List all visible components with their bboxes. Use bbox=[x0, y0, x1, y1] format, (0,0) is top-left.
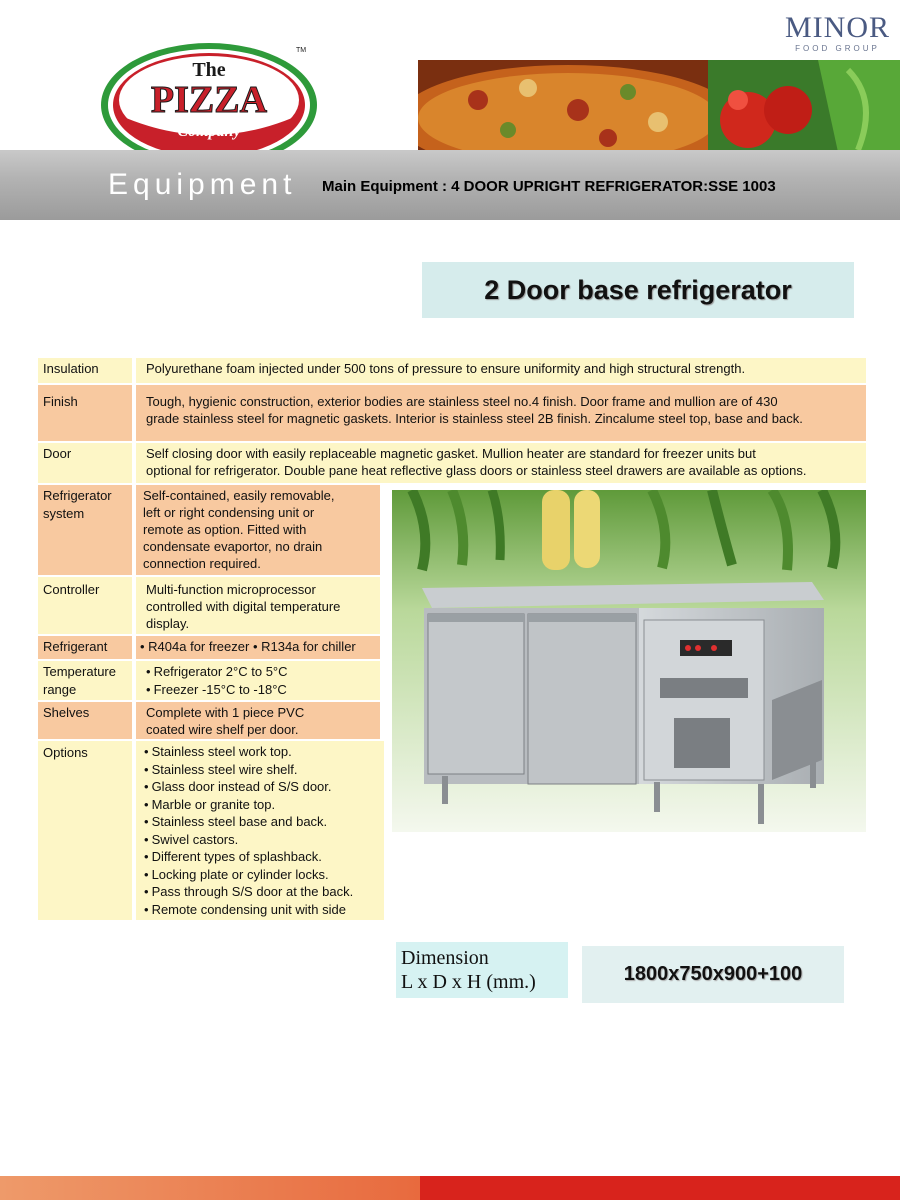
page-title: Main Equipment : 4 DOOR UPRIGHT REFRIGERATOR:SSE 1003 bbox=[322, 178, 776, 195]
logo-text-pizza: PIZZA bbox=[150, 79, 268, 121]
option-item: • Stainless steel wire shelf. bbox=[144, 761, 384, 779]
spec-row-insulation bbox=[38, 358, 866, 383]
spec-row-finish bbox=[38, 385, 866, 441]
spec-row-temperature-range bbox=[38, 661, 380, 700]
spec-value bbox=[136, 485, 380, 575]
footer-bar-right bbox=[420, 1176, 900, 1200]
spec-label: Refrigerant bbox=[38, 636, 132, 659]
spec-line: Multi-function microprocessor bbox=[146, 582, 316, 597]
spec-line: Self closing door with easily replaceable magnetic gasket. Mullion heater are standard for freezer units but bbox=[146, 446, 756, 461]
logo-text-company: Company bbox=[177, 123, 241, 140]
spec-row-refrigerator-system bbox=[38, 485, 380, 575]
spec-line: grade stainless steel for magnetic gaskets. Interior is stainless steel 2B finish. Zincalume steel top, base and back. bbox=[146, 411, 803, 426]
option-item: • Different types of splashback. bbox=[144, 848, 384, 866]
spec-line: optional for refrigerator. Double pane heat reflective glass doors or stainless steel drawers are available as options. bbox=[146, 463, 807, 478]
section-label: Equipment bbox=[108, 168, 297, 201]
dimension-value: 1800x750x900+100 bbox=[582, 946, 844, 1003]
spec-line: left or right condensing unit or bbox=[143, 505, 315, 520]
spec-label: Controller bbox=[38, 577, 132, 634]
spec-value bbox=[136, 702, 380, 739]
spec-value bbox=[136, 661, 380, 700]
spec-row-refrigerant bbox=[38, 636, 380, 659]
header-band bbox=[0, 150, 900, 220]
spec-row-shelves bbox=[38, 702, 380, 739]
spec-line: controlled with digital temperature bbox=[146, 599, 341, 614]
spec-label-line: Refrigerator bbox=[43, 488, 112, 503]
spec-value bbox=[136, 741, 384, 920]
footer-bar bbox=[0, 1176, 900, 1200]
spec-label-line: system bbox=[43, 506, 85, 521]
footer-bar-left bbox=[0, 1176, 420, 1200]
temperature-item: • Refrigerator 2°C to 5°C bbox=[146, 663, 380, 681]
spec-row-controller bbox=[38, 577, 380, 634]
spec-value bbox=[136, 385, 866, 441]
group-subtitle: FOOD GROUP bbox=[795, 44, 880, 53]
spec-value: • R404a for freezer • R134a for chiller bbox=[136, 636, 380, 659]
dimension-label bbox=[396, 942, 568, 998]
spec-label-line: range bbox=[43, 682, 77, 697]
spec-line: Tough, hygienic construction, exterior bodies are stainless steel no.4 finish. Door frame and mullion are of 430 bbox=[146, 394, 778, 409]
spec-value bbox=[136, 443, 866, 483]
spec-label-line: Temperature bbox=[43, 664, 116, 679]
spec-value bbox=[136, 577, 380, 634]
dimension-label-line: L x D x H (mm.) bbox=[401, 971, 536, 993]
minor-food-group-logo bbox=[784, 11, 890, 53]
refrigerator-photo bbox=[392, 490, 866, 832]
option-item: • Stainless steel work top. bbox=[144, 743, 384, 761]
group-name: MINOR bbox=[784, 11, 890, 44]
spec-line: Complete with 1 piece PVC bbox=[146, 705, 305, 720]
spec-label: Door bbox=[38, 443, 132, 483]
spec-label: Options bbox=[38, 741, 132, 920]
logo-text-the: The bbox=[192, 59, 226, 81]
logo-text-tm: TM bbox=[296, 47, 307, 54]
spec-line: condensate evaportor, no drain bbox=[143, 539, 323, 554]
pizza-tomato-photo bbox=[418, 60, 900, 152]
spec-line: connection required. bbox=[143, 556, 261, 571]
spec-value: Polyurethane foam injected under 500 tons of pressure to ensure uniformity and high structural strength. bbox=[136, 358, 866, 383]
spec-label bbox=[38, 661, 132, 700]
spec-label: Finish bbox=[38, 385, 132, 441]
option-item: • Stainless steel base and back. bbox=[144, 813, 384, 831]
spec-label bbox=[38, 485, 132, 575]
temperature-item: • Freezer -15°C to -18°C bbox=[146, 681, 380, 699]
spec-line: Self-contained, easily removable, bbox=[143, 488, 335, 503]
option-item: • Glass door instead of S/S door. bbox=[144, 778, 384, 796]
spec-line: coated wire shelf per door. bbox=[146, 722, 299, 737]
spec-row-options bbox=[38, 741, 384, 920]
option-item: • Pass through S/S door at the back. bbox=[144, 883, 384, 901]
spec-label: Insulation bbox=[38, 358, 132, 383]
spec-label: Shelves bbox=[38, 702, 132, 739]
dimension-label-line: Dimension bbox=[401, 947, 489, 969]
option-item: • Marble or granite top. bbox=[144, 796, 384, 814]
option-item: • Swivel castors. bbox=[144, 831, 384, 849]
spec-line: display. bbox=[146, 616, 190, 631]
option-item: • Locking plate or cylinder locks. bbox=[144, 866, 384, 884]
option-item: • Remote condensing unit with side bbox=[144, 901, 384, 919]
product-title: 2 Door base refrigerator bbox=[422, 262, 854, 318]
spec-line: remote as option. Fitted with bbox=[143, 522, 307, 537]
spec-row-door bbox=[38, 443, 866, 483]
